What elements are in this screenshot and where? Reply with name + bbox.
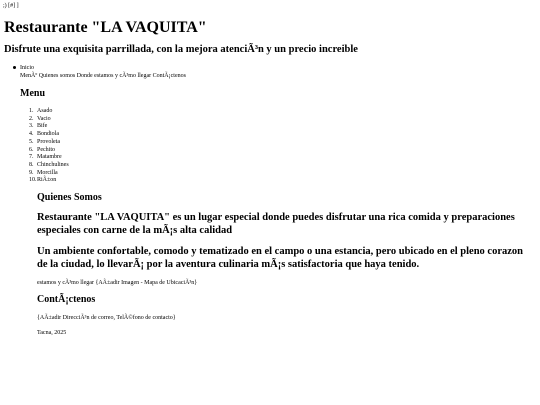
menu-list — [29, 108, 69, 185]
menu-item-label: Matambre — [37, 154, 62, 161]
menu-item-label: RiÃ±on — [37, 177, 57, 184]
site-title: Restaurante "LA VAQUITA" — [4, 19, 207, 36]
menu-item — [29, 147, 69, 155]
nav-link-inicio[interactable]: Inicio — [20, 65, 34, 71]
menu-item-number: 1. — [29, 108, 34, 114]
nav-links-row[interactable]: MenÃº Quienes somos Donde estamos y cÃ³mo llegar ContÃ¡ctenos — [20, 73, 186, 79]
menu-item — [29, 123, 69, 131]
menu-item — [29, 131, 69, 139]
about-title: Quienes Somos — [37, 192, 102, 203]
location-placeholder-text: estamos y cÃ³mo llegar {AÃ±adir Imagen - Mapa de UbicaciÃ³n} — [37, 280, 198, 286]
nav-item — [12, 64, 186, 80]
menu-item — [29, 139, 69, 147]
menu-item-number: 5. — [29, 138, 34, 145]
menu-item-label: Asado — [37, 108, 53, 114]
menu-item — [29, 116, 69, 124]
about-paragraph-2: Un ambiente confortable, comodo y tematizado en el campo o una estancia, pero ubicado en el pleno corazon de la ciudad, lo llevarÃ¡ por la aventura culinaria mÃ¡s satisfactoria que haya tenido. — [37, 246, 523, 270]
menu-title: Menu — [20, 88, 45, 99]
contact-title: ContÃ¡ctenos — [37, 294, 96, 305]
footer-text: Tacna, 2025 — [37, 330, 67, 336]
menu-item-number: 6. — [29, 146, 34, 153]
menu-item-label: Vacio — [37, 115, 51, 122]
top-code-text: ;) [#] ] — [3, 3, 19, 9]
bullet-icon — [13, 66, 16, 69]
site-subtitle: Disfrute una exquisita parrillada, con la mejora atenciÃ³n y un precio increible — [4, 44, 358, 55]
menu-item-number: 3. — [29, 123, 34, 130]
top-navigation — [12, 64, 186, 80]
menu-item-label: Bondiola — [37, 131, 59, 138]
menu-item-label: Bife — [37, 123, 48, 130]
menu-item — [29, 177, 69, 185]
menu-item-label: Morcilla — [37, 169, 58, 176]
menu-item-number: 7. — [29, 154, 34, 161]
menu-item — [29, 154, 69, 162]
about-paragraph-1: Restaurante "LA VAQUITA" es un lugar especial donde puedes disfrutar una rica comida y preparaciones especiales con carne de la mÃ¡s alta calidad — [37, 212, 515, 236]
menu-item-number: 10. — [29, 177, 37, 184]
menu-item-number: 8. — [29, 161, 34, 168]
menu-item-label: Provoleta — [37, 138, 60, 145]
menu-item — [29, 162, 69, 170]
menu-item-label: Chinchulines — [37, 161, 69, 168]
menu-item-number: 2. — [29, 115, 34, 122]
menu-item-number: 9. — [29, 169, 34, 176]
menu-item-number: 4. — [29, 131, 34, 138]
menu-item — [29, 108, 69, 116]
menu-item-label: Pechito — [37, 146, 55, 153]
contact-placeholder-text: {AÃ±adir DirecciÃ³n de correo, TelÃ©fono de contacto} — [37, 315, 176, 321]
